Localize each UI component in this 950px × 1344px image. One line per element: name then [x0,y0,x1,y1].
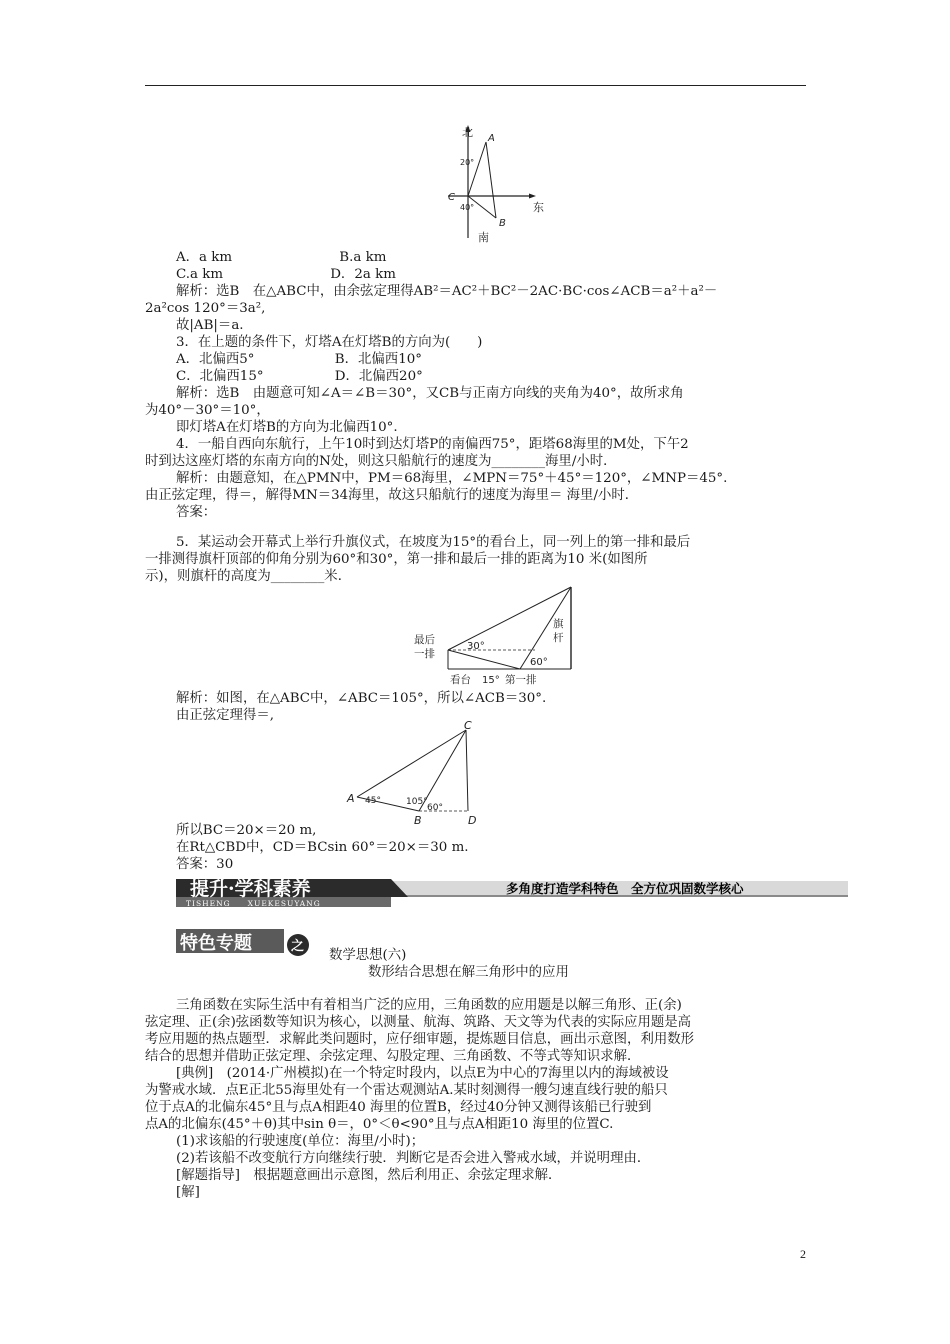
fig3-C: C [464,720,472,732]
text-line: 在Rt△CBD中，CD＝BCsin 60°＝20×＝30 m. [176,840,469,855]
fig1-south: 南 [478,231,489,244]
text-line: 即灯塔A在灯塔B的方向为北偏西10°. [176,420,398,435]
text-line: A．a km B.a km [176,250,387,265]
banner-pinyin: TISHENG XUEKESUYANG [186,899,321,907]
fig2-first-row: 第一排 [505,674,537,686]
fig1-angle-b: 40° [460,203,475,212]
fig3-B: B [414,814,422,827]
fig2-pole-1: 旗 [553,618,564,630]
badge-suffix: 之 [291,939,305,954]
text-line: 答案： [176,505,217,520]
fig3-angle-45: 45° [365,796,381,806]
text-line: 解析：如图，在△ABC中，∠ABC＝105°，所以∠ACB＝30°. [176,691,547,706]
text-line: 2a²cos 120°＝3a², [145,301,266,316]
fig2-angle-30: 30° [467,641,485,652]
fig1-B: B [499,218,506,229]
text-line: (1)求该船的行驶速度(单位：海里/小时)； [176,1134,425,1149]
page-number: 2 [800,1247,806,1261]
text-line: 由正弦定理，得＝，解得MN＝34海里，故这只船航行的速度为海里＝ 海里/小时． [145,488,639,503]
fig2-last-row-1: 最后 [414,634,435,646]
text-line: C.a km D．2a km [176,267,396,282]
fig3-A: A [347,792,355,805]
special-topic-badge [176,925,316,959]
fig3-D: D [468,814,477,827]
text-line: [解] [176,1185,200,1200]
fig1-north: 北 [462,126,473,139]
fig3-angle-105: 105° [406,797,428,807]
compass-figure [440,120,560,245]
fig3-angle-60: 60° [427,803,443,813]
text-line: 一排测得旗杆顶部的仰角分别为60°和30°，第一排和最后一排的距离为10 米(如图所 [145,552,648,567]
text-line: 4．一船自西向东航行，上午10时到达灯塔P的南偏西75°，距塔68海里的M处，下午2 [176,437,689,452]
text-line: 考应用题的热点题型．求解此类问题时，应仔细审题，提炼题目信息，画出示意图，利用数形 [145,1032,695,1047]
text-line: 弦定理、正(余)弦函数等知识为核心，以测量、航海、筑路、天文等为代表的实际应用题是高 [145,1015,692,1030]
text-line: [解题指导] 根据题意画出示意图，然后利用正、余弦定理求解． [176,1168,562,1183]
text-line: 为40°－30°＝10°， [145,403,270,418]
flagpole-figure [410,583,590,688]
text-line: 为警戒水域．点E正北55海里处有一个雷达观测站A.某时刻测得一艘匀速直线行驶的船只 [145,1083,668,1098]
badge-text: 特色专题 [180,933,252,954]
text-line: 由正弦定理得＝, [176,708,274,723]
triangle-figure [340,720,500,830]
text-line: 3．在上题的条件下，灯塔A在灯塔B的方向为( ) [176,335,483,350]
text-line: [典例] (2014·广州模拟)在一个特定时段内，以点E为中心的7海里以内的海域被设 [176,1066,669,1081]
text-line: 故|AB|＝a. [176,318,244,333]
text-line: A．北偏西5° B．北偏西10° [176,352,422,367]
fig2-pole-2: 杆 [553,632,564,644]
text-line: 解析：选B 由题意可知∠A＝∠B＝30°，又CB与正南方向线的夹角为40°，故所求角 [176,386,684,401]
banner-title: 提升·学科素养 [190,878,311,900]
special-subtitle-2: 数形结合思想在解三角形中的应用 [368,965,569,980]
text-line: 解析：选B 在△ABC中，由余弦定理得AB²＝AC²＋BC²－2AC·BC·cos∠ACB＝a²＋a²－ [176,284,718,299]
banner-slogan: 多角度打造学科特色 全方位巩固数学核心 [506,881,744,896]
special-subtitle-1: 数学思想(六) [329,948,407,963]
fig1-A: A [488,133,495,144]
text-line: 结合的思想并借助正弦定理、余弦定理、勾股定理、三角函数、不等式等知识求解． [145,1049,641,1064]
text-line: 位于点A的北偏东45°且与点A相距40 海里的位置B，经过40分钟又测得该船已行驶到 [145,1100,652,1115]
fig1-angle-a: 20° [460,158,475,167]
text-line: 5．某运动会开幕式上举行升旗仪式，在坡度为15°的看台上，同一列上的第一排和最后 [176,535,691,550]
fig2-angle-15: 15° [482,675,500,686]
fig2-stand: 看台 [450,674,471,686]
section-banner [176,877,848,907]
text-line: 三角函数在实际生活中有着相当广泛的应用，三角函数的应用题是以解三角形、正(余) [176,998,682,1013]
text-line: 时到达这座灯塔的东南方向的N处，则这只船航行的速度为________海里/小时． [145,454,617,469]
text-line: (2)若该船不改变航行方向继续行驶．判断它是否会进入警戒水域，并说明理由． [176,1151,651,1166]
fig2-last-row-2: 一排 [414,648,435,660]
fig1-C: C [448,192,455,203]
text-line: 示)，则旗杆的高度为________米． [145,569,352,584]
text-line: C．北偏西15° D．北偏西20° [176,369,423,384]
text-line: 所以BC＝20×＝20 m, [176,823,317,838]
fig2-angle-60: 60° [530,657,548,668]
text-line: 点A的北偏东(45°＋θ)其中sin θ＝，0°＜θ<90°且与点A相距10 海里的位置C. [145,1117,614,1132]
header-rule [145,85,806,86]
text-line: 答案：30 [176,857,234,872]
text-line: 解析：由题意知，在△PMN中，PM＝68海里，∠MPN＝75°＋45°＝120°，∠MNP＝45°. [176,471,728,486]
fig1-east: 东 [533,201,544,214]
